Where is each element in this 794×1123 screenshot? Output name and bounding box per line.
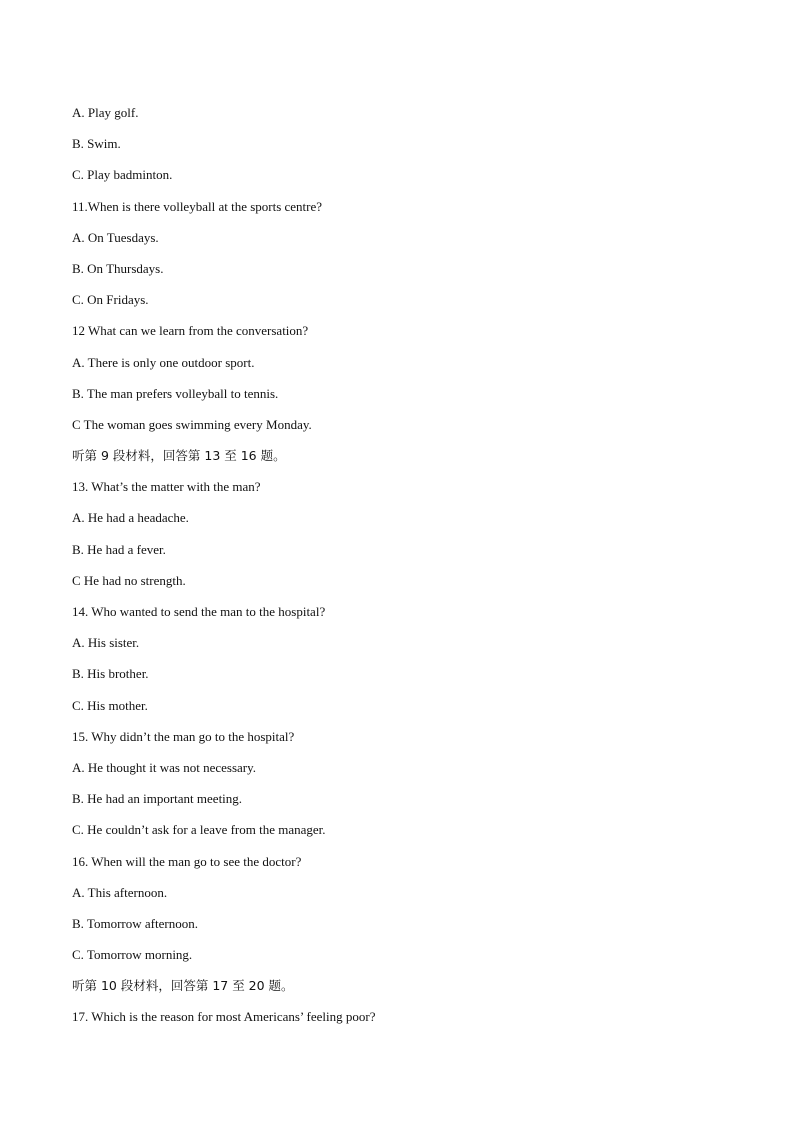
exam-text-body: [72, 104, 752, 1040]
answer-option: C. He couldn’t ask for a leave from the manager.: [72, 822, 326, 838]
answer-option: B. Tomorrow afternoon.: [72, 915, 198, 931]
question-text: 14. Who wanted to send the man to the hospital?: [72, 604, 326, 619]
section-instruction: 听第 10 段材料，回答第 17 至 20 题。: [72, 978, 294, 994]
answer-option: C. Tomorrow morning.: [72, 947, 193, 963]
answer-option: B. He had an important meeting.: [72, 791, 243, 807]
answer-option: A. This afternoon.: [72, 884, 168, 900]
answer-option: C The woman goes swimming every Monday.: [72, 416, 312, 432]
answer-option: C He had no strength.: [72, 572, 186, 588]
answer-option: C. His mother.: [72, 697, 148, 713]
answer-option: A. On Tuesdays.: [72, 229, 159, 245]
question-text: 11.When is there volleyball at the sports centre?: [72, 198, 323, 214]
question-text: 17. Which is the reason for most Americans’ feeling poor?: [72, 1009, 376, 1025]
answer-option: A. There is only one outdoor sport.: [72, 354, 255, 370]
question-text: 16. When will the man go to see the doctor?: [72, 853, 302, 869]
answer-option: A. His sister.: [72, 635, 140, 651]
answer-option: B. The man prefers volleyball to tennis.: [72, 385, 279, 401]
section-instruction: 听第 9 段材料，回答第 13 至 16 题。: [72, 448, 286, 464]
answer-option: C. Play badminton.: [72, 167, 173, 183]
answer-option: A. He thought it was not necessary.: [72, 759, 257, 775]
answer-option: B. His brother.: [72, 666, 149, 682]
answer-option: B. On Thursdays.: [72, 260, 164, 276]
answer-option: A. Play golf.: [72, 105, 139, 120]
answer-option: C. On Fridays.: [72, 292, 149, 308]
question-text: 13. What’s the matter with the man?: [72, 479, 261, 495]
answer-option: B. Swim.: [72, 136, 121, 152]
question-text: 15. Why didn’t the man go to the hospital?: [72, 728, 295, 744]
answer-option: A. He had a headache.: [72, 510, 189, 526]
question-text: 12 What can we learn from the conversation?: [72, 323, 309, 339]
answer-option: B. He had a fever.: [72, 541, 166, 557]
